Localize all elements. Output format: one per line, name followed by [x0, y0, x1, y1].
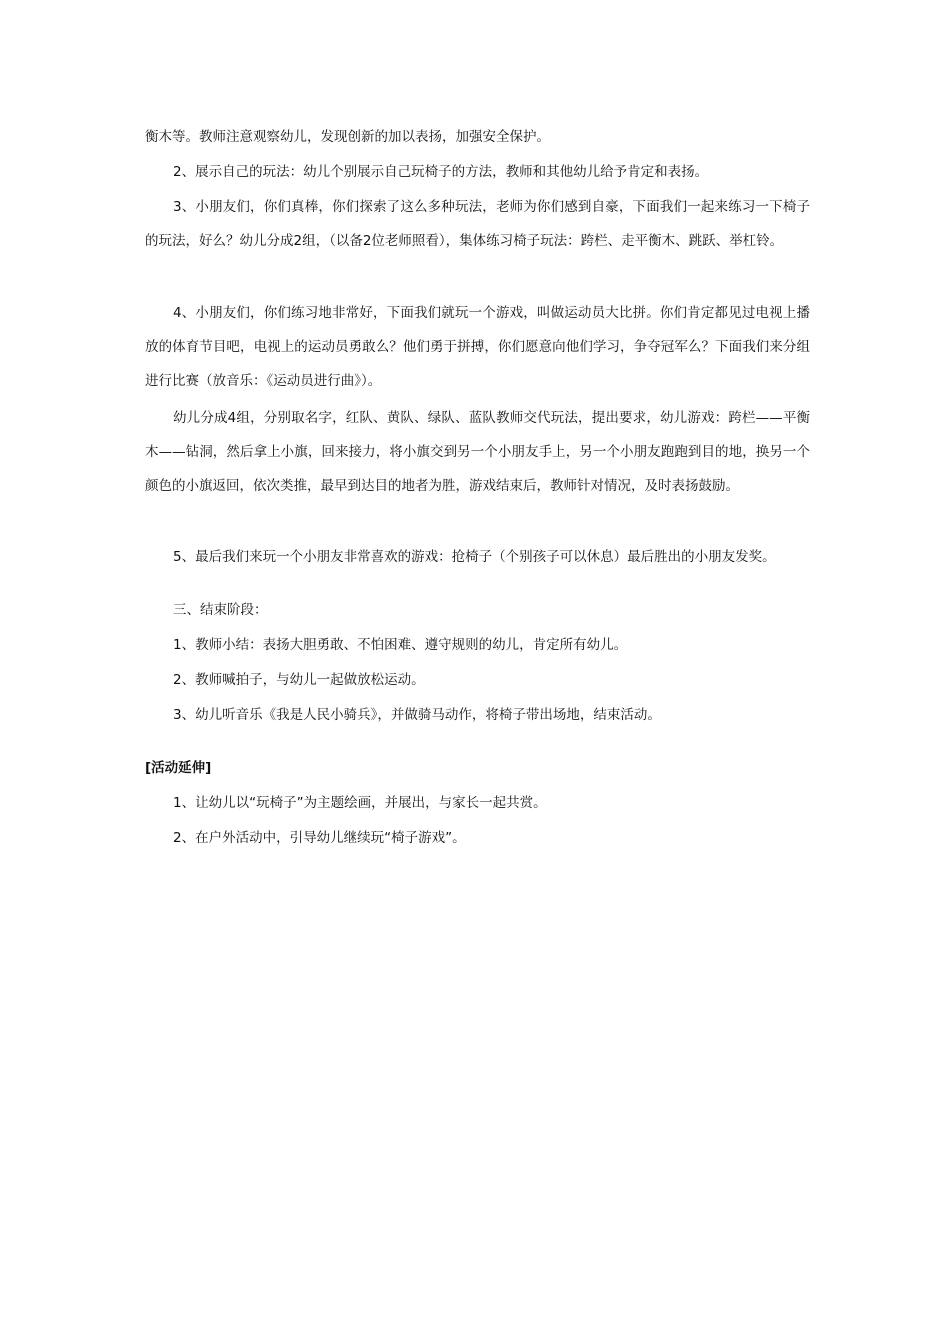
paragraph-step-2: 2、展示自己的玩法：幼儿个别展示自己玩椅子的方法，教师和其他幼儿给予肯定和表扬。	[173, 164, 709, 180]
section-heading-extension: [活动延伸]	[145, 760, 212, 776]
paragraph-game-rules: 幼儿分成4组，分别取名字，红队、黄队、绿队、蓝队教师交代玩法，提出要求，幼儿游戏：跨栏——平衡木——钻洞，然后拿上小旗，回来接力，将小旗交到另一个小朋友手上，另一个小朋友跑跑到目的地，换另一个颜色的小旗返回，依次类推，最早到达目的地者为胜，游戏结束后，教师针对情况，及时表扬鼓励。	[145, 410, 810, 494]
paragraph-continuation: 衡木等。教师注意观察幼儿，发现创新的加以表扬，加强安全保护。	[145, 129, 550, 145]
section-heading-end-stage: 三、结束阶段：	[173, 602, 268, 618]
paragraph-step-5: 5、最后我们来玩一个小朋友非常喜欢的游戏：抢椅子（个别孩子可以休息）最后胜出的小朋友发奖。	[173, 549, 776, 565]
paragraph-end-3: 3、幼儿听音乐《我是人民小骑兵》，并做骑马动作，将椅子带出场地，结束活动。	[173, 707, 661, 723]
paragraph-extension-2: 2、在户外活动中，引导幼儿继续玩“椅子游戏”。	[173, 830, 466, 846]
paragraph-end-2: 2、教师喊拍子，与幼儿一起做放松运动。	[173, 672, 425, 688]
paragraph-step-4: 4、小朋友们，你们练习地非常好，下面我们就玩一个游戏，叫做运动员大比拼。你们肯定都见过电视上播放的体育节目吧，电视上的运动员勇敢么？他们勇于拼搏，你们愿意向他们学习，争夺冠军么？下面我们来分组进行比赛（放音乐：《运动员进行曲》）。	[145, 305, 810, 389]
paragraph-end-1: 1、教师小结：表扬大胆勇敢、不怕困难、遵守规则的幼儿，肯定所有幼儿。	[173, 637, 628, 653]
paragraph-step-3: 3、小朋友们，你们真棒，你们探索了这么多种玩法，老师为你们感到自豪，下面我们一起来练习一下椅子的玩法，好么？幼儿分成2组，（以备2位老师照看），集体练习椅子玩法：跨栏、走平衡木、跳跃、举杠铃。	[145, 199, 810, 249]
paragraph-extension-1: 1、让幼儿以“玩椅子”为主题绘画，并展出，与家长一起共赏。	[173, 795, 547, 811]
